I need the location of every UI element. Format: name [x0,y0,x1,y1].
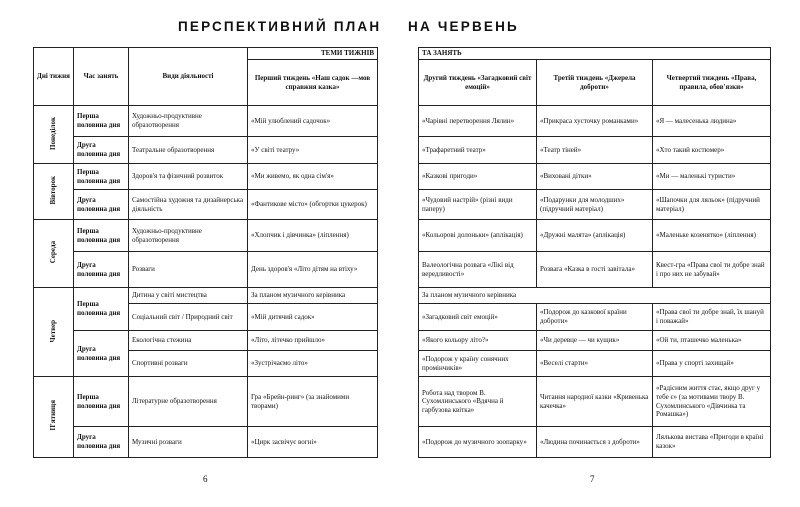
week1-cell: «Фантикове місто» (обгортки цукерок) [248,190,378,220]
week3-cell: «Веселі старти» [537,351,653,377]
week3-cell: «Дружні малята» (аплікація) [537,220,653,252]
day-tuesday: Вівторок [34,164,74,220]
week4-cell: Квест-гра «Права свої ти добре знай і про них не забувай» [653,252,771,288]
activity-cell: Театральне образотворення [129,137,248,164]
page-number-right: 7 [590,474,595,484]
week1-cell: День здоров'я «Літо дітям на втіху» [248,252,378,288]
week2-cell: Робота над твором В. Сухомлинського «Вдячна й гарбузова квітка» [419,377,537,427]
time-cell: Перша половина дня [74,164,129,190]
week3-cell: Читання народної казки «Кривенька качечка» [537,377,653,427]
music-plan-cell: За планом музичного керівника [419,288,771,304]
week4-cell: «Шапочки для ляльок» (підручний матеріал) [653,190,771,220]
week3-cell: «Театр тіней» [537,137,653,164]
week3-cell: «Чи деревце — чи кущик» [537,331,653,351]
header-week2: Другий тиждень «Загадковий світ емоцій» [419,60,537,106]
time-cell: Перша половина дня [74,288,129,331]
day-wednesday: Середа [34,220,74,288]
week2-cell: «Казкові пригоди» [419,164,537,190]
time-cell: Друга половина дня [74,252,129,288]
header-themes-a: ТЕМИ ТИЖНІВ [248,48,378,60]
time-cell: Друга половина дня [74,190,129,220]
activity-cell: Розваги [129,252,248,288]
activity-cell: Літературне образотворення [129,377,248,427]
title-left: ПЕРСПЕКТИВНИЙ ПЛАН [178,19,382,34]
activity-cell: Спортивні розваги [129,351,248,377]
week3-cell: «Подорож до казкової країни доброти» [537,304,653,331]
time-cell: Перша половина дня [74,106,129,137]
time-cell: Перша половина дня [74,377,129,427]
activity-cell: Соціальний світ / Природний світ [129,304,248,331]
week1-cell: Гра «Брейн-ринг» (за знайомими творами) [248,377,378,427]
header-week4: Четвертий тиждень «Права, правила, обов'язки» [653,60,771,106]
header-week3: Третій тиждень «Джерела доброти» [537,60,653,106]
header-time: Час занять [74,48,129,106]
week1-cell: «Літо, літечко прийшло» [248,331,378,351]
week4-cell: «Я — малесенька людина» [653,106,771,137]
week1-cell: «Мій дитячий садок» [248,304,378,331]
time-cell: Друга половина дня [74,331,129,377]
week3-cell: «Прикраса хусточку романками» [537,106,653,137]
activity-cell: Екологічна стежина [129,331,248,351]
week2-cell: «Подорож до музичного зоопарку» [419,427,537,458]
week2-cell: «Трафаретний театр» [419,137,537,164]
day-monday: Понеділок [34,106,74,164]
week4-cell: Лялькова вистава «Пригоди в країні казок» [653,427,771,458]
week4-cell: «Радісним життя стає, якщо друг у тебе є» (за мотивами твору В. Сухомлинського «Дівчинка та Ромашка») [653,377,771,427]
activity-cell: Здоров'я та фізичний розвиток [129,164,248,190]
plan-table-right [418,47,771,458]
week4-cell: «Ми — маленькі туристи» [653,164,771,190]
week2-cell: Валеологічна розвага «Лікі від вередливості» [419,252,537,288]
week1-cell: «Зустрічаємо літо» [248,351,378,377]
activity-cell: Художньо-продуктивне образотворення [129,220,248,252]
week2-cell: «Чарівні перетворення Лялин» [419,106,537,137]
week3-cell: «Подарунки для молодших» (підручний матеріал) [537,190,653,220]
header-activity: Види діяльності [129,48,248,106]
week1-cell: За планом музичного керівника [248,288,378,304]
week3-cell: «Виховані дітки» [537,164,653,190]
plan-table-left [33,47,378,458]
day-friday: П'ятниця [34,377,74,458]
activity-cell: Художньо-продуктивне образотворення [129,106,248,137]
week2-cell: «Загадковий світ емоцій» [419,304,537,331]
week2-cell: «Якого кольору літо?» [419,331,537,351]
header-day: Дні тижня [34,48,74,106]
week1-cell: «Ми живемо, як одна сім'я» [248,164,378,190]
activity-cell: Музичні розваги [129,427,248,458]
week2-cell: «Кольорові долоньки» (аплікація) [419,220,537,252]
title-right: НА ЧЕРВЕНЬ [408,19,519,34]
week1-cell: «Хлопчик і дівчинка» (ліплення) [248,220,378,252]
page-number-left: 6 [203,474,208,484]
week2-cell: «Подорож у країну сонячних промінчиків» [419,351,537,377]
week1-cell: «Мій улюблений садочок» [248,106,378,137]
time-cell: Друга половина дня [74,137,129,164]
time-cell: Друга половина дня [74,427,129,458]
activity-cell: Самостійна художня та дизайнерська діяльність [129,190,248,220]
week4-cell: «Права у спорті захищай» [653,351,771,377]
week4-cell: «Маленьке козенятко» (ліплення) [653,220,771,252]
week4-cell: «Ой ти, пташечко маленька» [653,331,771,351]
header-themes-b: ТА ЗАНЯТЬ [419,48,771,60]
activity-cell: Дитина у світі мистецтва [129,288,248,304]
week4-cell: «Права свої ти добре знай, їх шануй і поважай» [653,304,771,331]
time-cell: Перша половина дня [74,220,129,252]
week4-cell: «Хто такий костюмер» [653,137,771,164]
week1-cell: «У світі театру» [248,137,378,164]
week3-cell: «Людина починається з доброти» [537,427,653,458]
week3-cell: Розвага «Казка в гості завітала» [537,252,653,288]
header-week1: Перший тиждень «Наш садок —мов справжня казка» [248,60,378,106]
week1-cell: «Цирк засвічує вогні» [248,427,378,458]
day-thursday: Четвер [34,288,74,377]
week2-cell: «Чудовий настрій» (різні види паперу) [419,190,537,220]
